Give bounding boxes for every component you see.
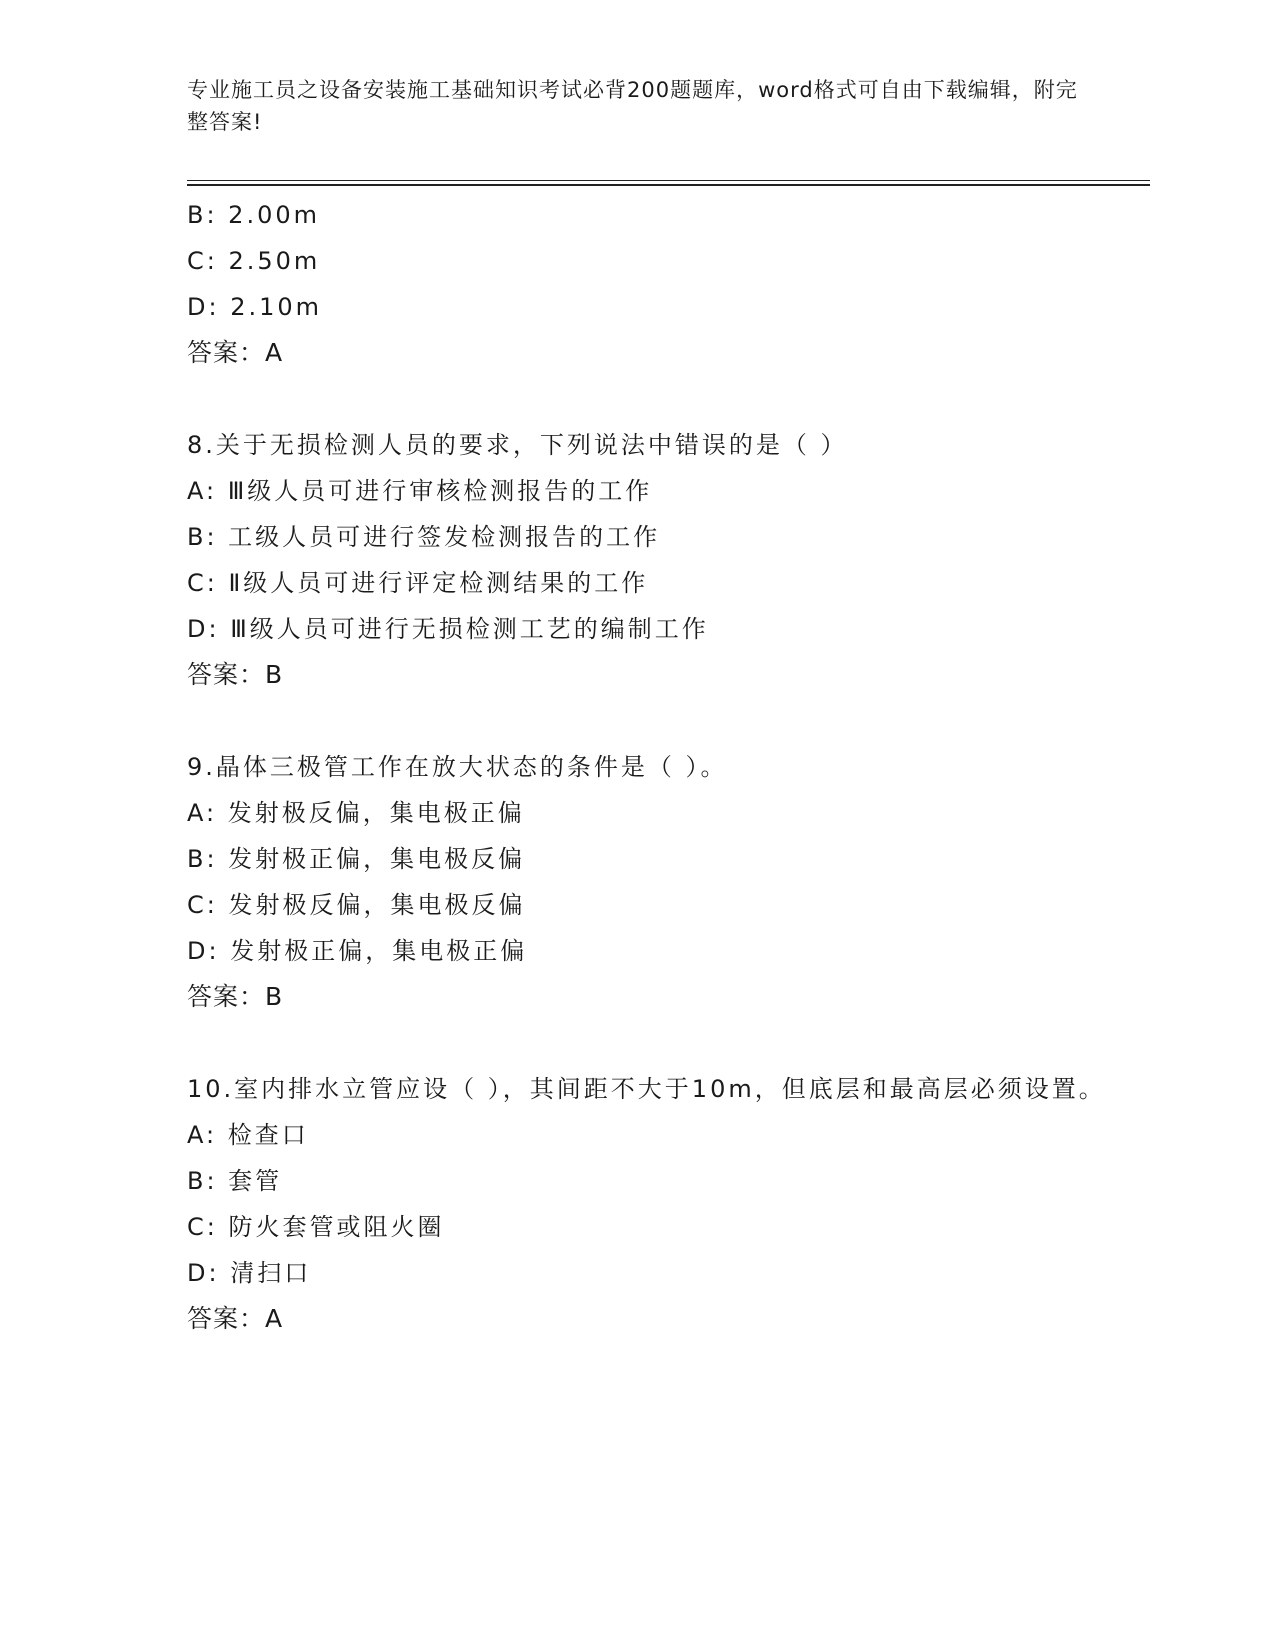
- option-d: D: 2.10m: [187, 293, 323, 321]
- question-10-option-b: B: 套管: [187, 1167, 283, 1195]
- question-9-option-b: B: 发射极正偏，集电极反偏: [187, 845, 526, 873]
- question-9-option-c: C: 发射极反偏，集电极反偏: [187, 891, 526, 919]
- answer-line: 答案：A: [187, 338, 284, 367]
- question-8-option-a: A: Ⅲ级人员可进行审核检测报告的工作: [187, 477, 653, 505]
- question-10: 10.室内排水立管应设（ ），其间距不大于10m，但底层和最高层必须设置。: [187, 1075, 1106, 1103]
- option-c: C: 2.50m: [187, 247, 321, 275]
- document-header-title: 专业施工员之设备安装施工基础知识考试必背200题题库，word格式可自由下载编辑，附完整答案!: [187, 78, 1078, 134]
- question-9-answer: 答案：B: [187, 982, 284, 1011]
- question-8-option-b: B: 工级人员可进行签发检测报告的工作: [187, 523, 661, 551]
- question-8-option-d: D: Ⅲ级人员可进行无损检测工艺的编制工作: [187, 615, 709, 643]
- question-8: 8.关于无损检测人员的要求，下列说法中错误的是（ ）: [187, 431, 848, 459]
- question-9-option-a: A: 发射极反偏，集电极正偏: [187, 799, 525, 827]
- header-divider-thick: [187, 184, 1150, 186]
- header-divider-thin: [187, 180, 1150, 181]
- option-b: B: 2.00m: [187, 201, 320, 229]
- question-9: 9.晶体三极管工作在放大状态的条件是（ ）。: [187, 753, 728, 781]
- document-content: [187, 192, 1137, 1342]
- question-10-option-d: D: 清扫口: [187, 1259, 312, 1287]
- question-8-answer: 答案：B: [187, 660, 284, 689]
- question-10-option-c: C: 防火套管或阻火圈: [187, 1213, 445, 1241]
- question-9-option-d: D: 发射极正偏，集电极正偏: [187, 937, 528, 965]
- question-10-option-a: A: 检查口: [187, 1121, 309, 1149]
- question-8-option-c: C: Ⅱ级人员可进行评定检测结果的工作: [187, 569, 649, 597]
- question-10-answer: 答案：A: [187, 1304, 284, 1333]
